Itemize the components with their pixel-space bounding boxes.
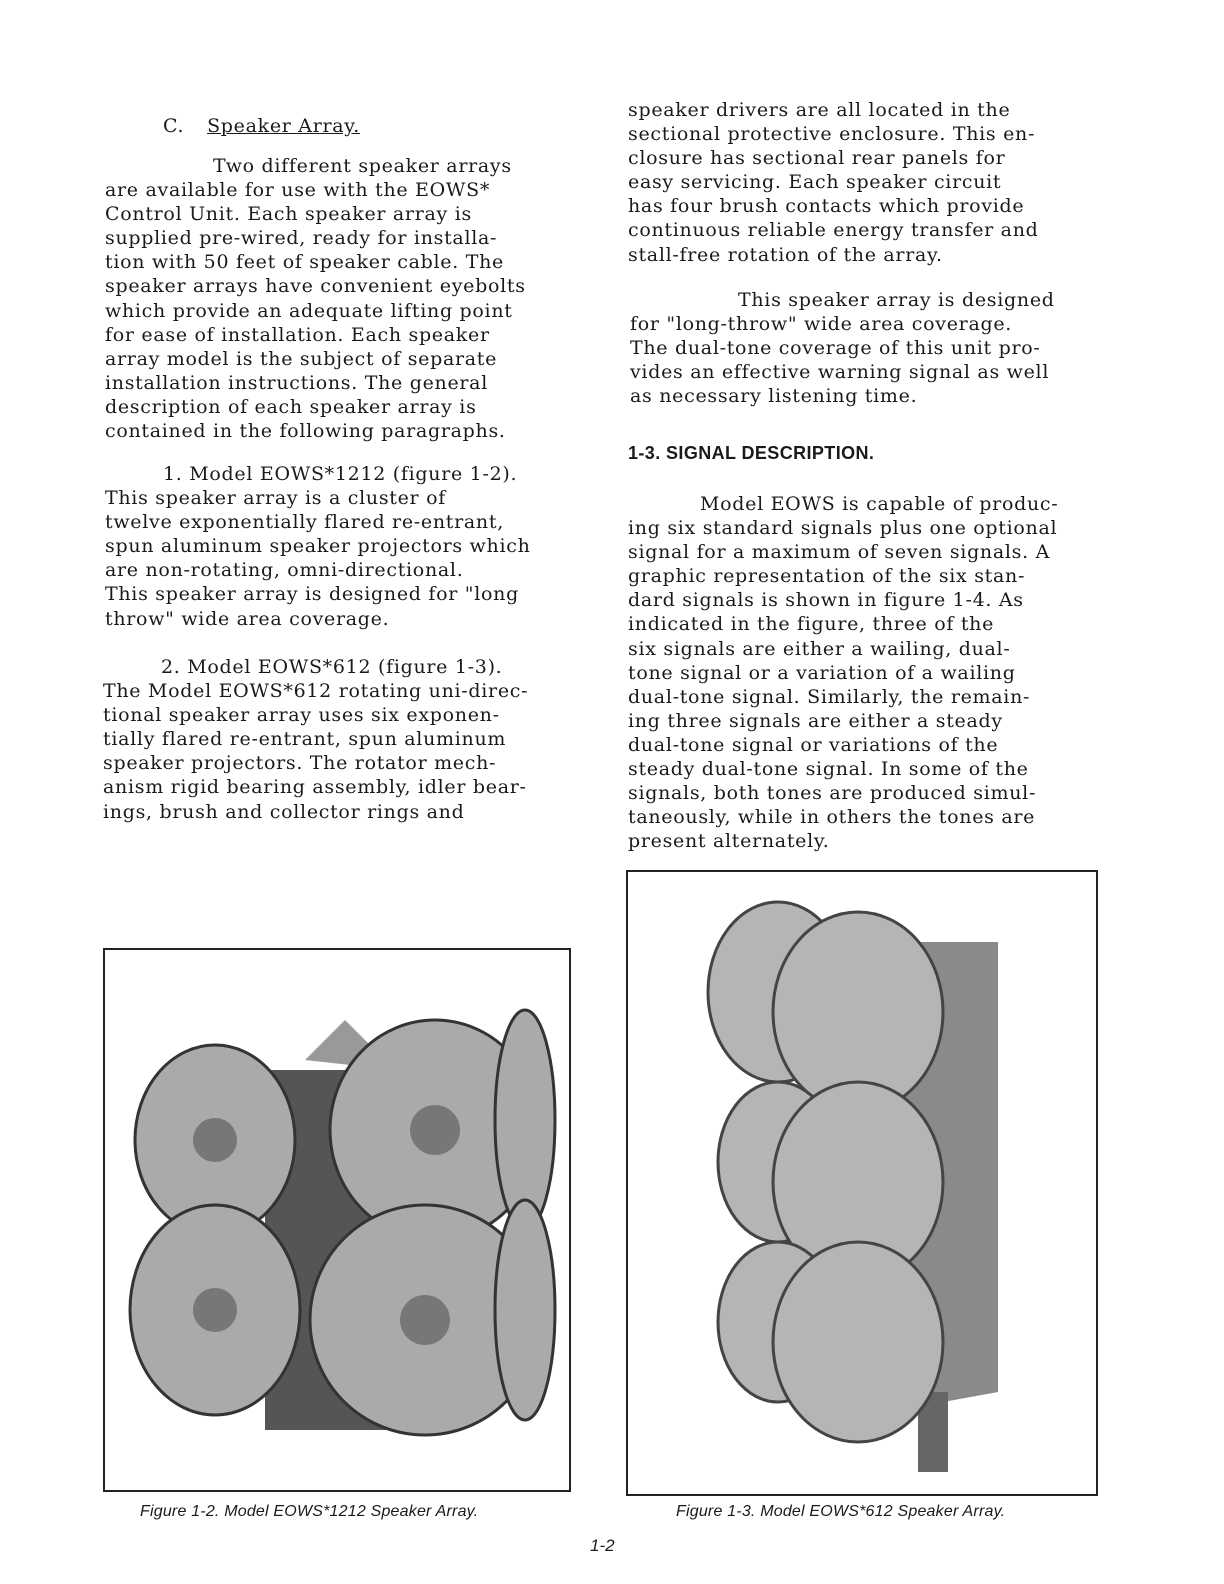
text-line: Two different speaker arrays [213,155,512,177]
text-line: dual-tone signal or variations of the [628,733,999,756]
text-line: speaker arrays have convenient eyebolts [105,275,526,298]
text-line: steady dual-tone signal. In some of the [628,758,1029,781]
figure-1-3-image [626,870,1098,1496]
text-line: for "long-throw" wide area coverage. [630,313,1013,336]
signal-description-heading: 1-3. SIGNAL DESCRIPTION. [628,443,875,463]
text-line: 2. Model EOWS*612 (figure 1-3). [161,656,503,678]
text-line: supplied pre-wired, ready for installa- [105,227,498,250]
text-line: which provide an adequate lifting point [105,299,513,322]
text-line: are non-rotating, omni-directional. [105,559,464,582]
text-line: anism rigid bearing assembly, idler bear- [103,776,527,799]
section-title: Speaker Array. [207,115,360,137]
text-line: present alternately. [628,830,830,853]
text-line: speaker drivers are all located in the [628,99,1011,121]
page-number: 1-2 [590,1536,615,1555]
text-line: signals, both tones are produced simul- [628,782,1037,805]
text-line: This speaker array is a cluster of [105,487,446,510]
text-line: This speaker array is designed for "long [105,583,519,606]
text-line: dual-tone signal. Similarly, the remain- [628,685,1031,708]
text-line: are available for use with the EOWS* [105,179,491,202]
text-line: ings, brush and collector rings and [103,800,465,823]
paragraph-enclosure [628,98,1039,267]
section-letter: C. [163,115,185,137]
paragraph-signal-description [628,492,1058,853]
text-line: continuous reliable energy transfer and [628,219,1039,242]
text-line: six signals are either a wailing, dual- [628,637,1011,660]
text-line: description of each speaker array is [105,395,477,418]
figure-1-3-caption: Figure 1-3. Model EOWS*612 Speaker Array. [676,1503,1006,1520]
text-line: as necessary listening time. [630,385,918,408]
text-line: speaker projectors. The rotator mech- [103,752,497,775]
text-line: indicated in the figure, three of the [628,613,995,636]
text-line: signal for a maximum of seven signals. A [628,541,1051,564]
text-line: throw" wide area coverage. [105,607,390,630]
text-line: graphic representation of the six stan- [628,565,1026,588]
speaker-array-612-photo [628,872,1096,1494]
text-line: vides an effective warning signal as well [630,361,1050,384]
section-heading [163,114,360,138]
paragraph-speaker-arrays [105,154,526,443]
text-line: dard signals is shown in figure 1-4. As [628,589,1024,612]
text-line: for ease of installation. Each speaker [105,323,490,346]
paragraph-model-1212 [105,462,531,631]
text-line: easy servicing. Each speaker circuit [628,171,1002,194]
text-line: array model is the subject of separate [105,347,498,370]
figure-1-2-image [103,948,571,1492]
text-line: The dual-tone coverage of this unit pro- [630,337,1041,360]
text-line: tional speaker array uses six exponen- [103,704,500,727]
text-line: installation instructions. The general [105,371,488,394]
text-line: The Model EOWS*612 rotating uni-direc- [103,680,529,703]
paragraph-long-throw [630,288,1055,408]
text-line: taneously, while in others the tones are [628,806,1036,829]
text-line: ing six standard signals plus one optional [628,517,1058,540]
text-line: ing three signals are either a steady [628,709,1003,732]
text-line: closure has sectional rear panels for [628,147,1006,170]
text-line: spun aluminum speaker projectors which [105,535,531,558]
text-line: twelve exponentially flared re-entrant, [105,511,504,534]
speaker-array-1212-photo [105,950,569,1490]
text-line: tially flared re-entrant, spun aluminum [103,728,507,751]
paragraph-model-612 [103,655,528,824]
text-line: sectional protective enclosure. This en- [628,123,1036,146]
text-line: has four brush contacts which provide [628,195,1025,218]
text-line: stall-free rotation of the array. [628,243,943,266]
text-line: tone signal or a variation of a wailing [628,661,1016,684]
figure-1-2-caption: Figure 1-2. Model EOWS*1212 Speaker Array. [140,1503,479,1520]
text-line: This speaker array is designed [738,289,1055,311]
text-line: 1. Model EOWS*1212 (figure 1-2). [163,463,518,485]
text-line: tion with 50 feet of speaker cable. The [105,251,504,274]
text-line: contained in the following paragraphs. [105,420,506,443]
text-line: Control Unit. Each speaker array is [105,203,472,226]
text-line: Model EOWS is capable of produc- [700,493,1059,515]
